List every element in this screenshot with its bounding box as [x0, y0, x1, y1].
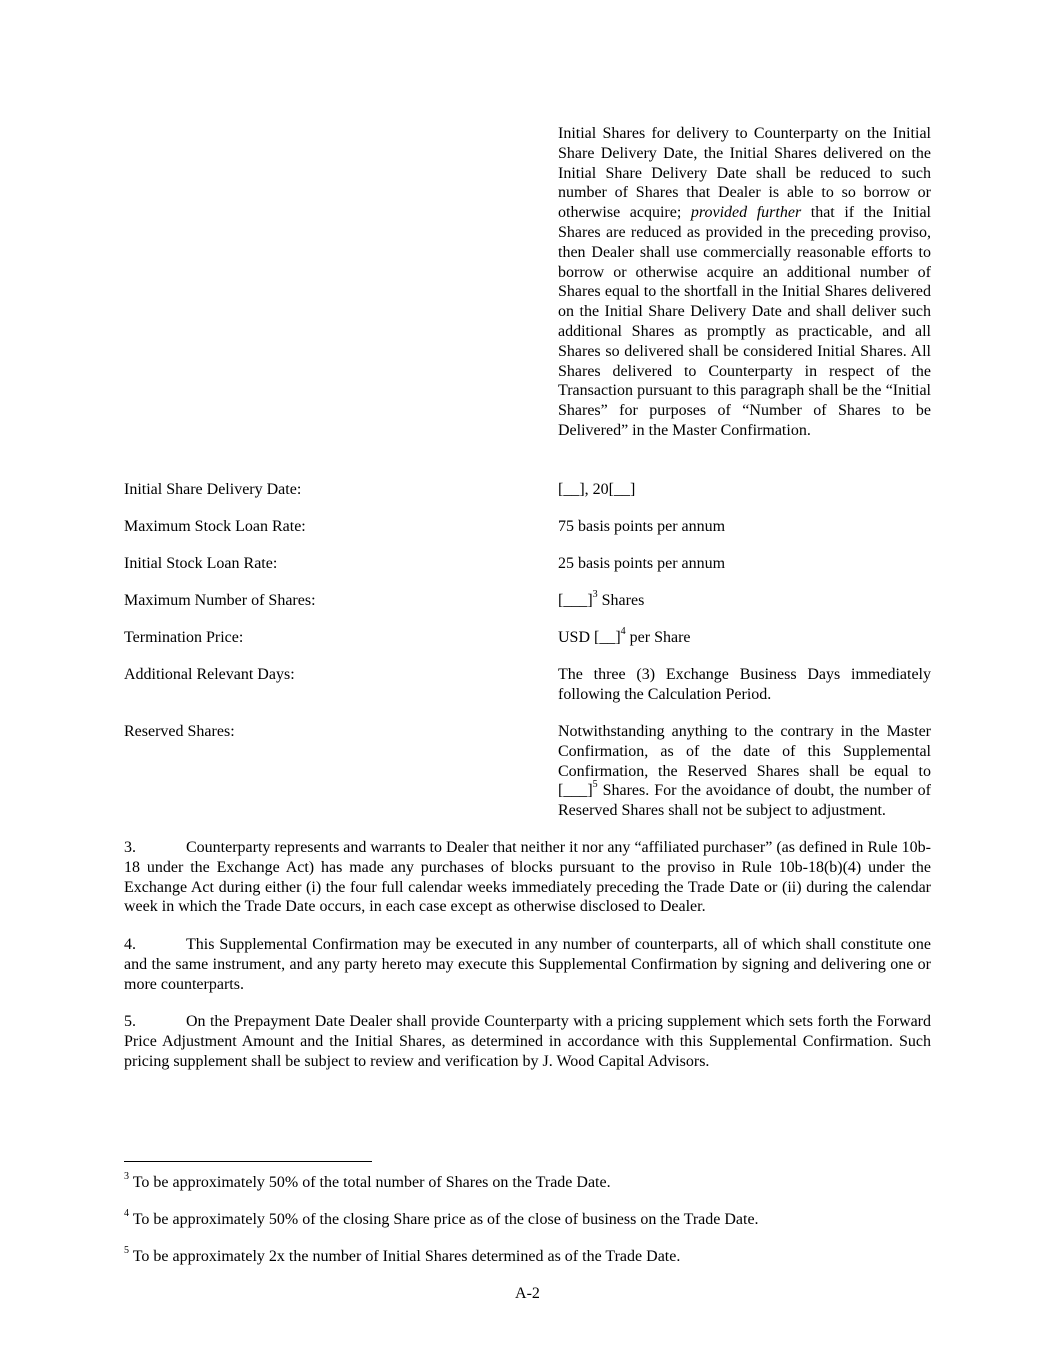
term-value-pre: Notwithstanding anything to the contrary in the Master Confirmation, as of the date of this Supplemental Confirmation, the Reserved Shares shall be equal to [___]	[558, 723, 931, 800]
term-value-pre: [___]	[558, 592, 593, 609]
footnote-text: To be approximately 50% of the closing Share price as of the close of business on the Trade Date.	[132, 1211, 759, 1228]
section-number: 4.	[124, 936, 136, 953]
term-label: Reserved Shares:	[124, 723, 235, 740]
term-label: Maximum Number of Shares:	[124, 592, 316, 609]
section-text: This Supplemental Confirmation may be executed in any number of counterparts, all of which shall constitute one and the same instrument, and any party hereto may execute this Supplemental Confirmation by signing and delivering one or more counterparts.	[124, 936, 931, 993]
term-value-post: per Share	[625, 629, 691, 646]
footnote-marker: 5	[124, 1244, 129, 1256]
term-value: The three (3) Exchange Business Days immediately following the Calculation Period.	[558, 666, 931, 703]
footnote-text: To be approximately 2x the number of Initial Shares determined as of the Trade Date.	[132, 1248, 681, 1265]
term-value: 25 basis points per annum	[558, 555, 726, 572]
term-value	[558, 588, 931, 611]
footnote-3	[124, 1170, 931, 1192]
term-value	[558, 625, 931, 648]
section-text: Counterparty represents and warrants to Dealer that neither it nor any “affiliated purchaser” (as defined in Rule 10b-18 under the Exchange Act) has made any purchases of blocks pursuant to the proviso in Rule 10b-18(b)(4) under the Exchange Act during either (i) the four full calendar weeks immediately preceding the Trade Date or (ii) during the calendar week in which the Trade Date occurs, in each case except as otherwise disclosed to Dealer.	[124, 839, 931, 916]
continuation-italic-text: provided further	[690, 204, 802, 222]
footnote-marker: 3	[124, 1170, 129, 1182]
page-number: A-2	[515, 1285, 540, 1302]
term-value-pre: USD [__]	[558, 629, 621, 646]
section-3	[124, 838, 931, 917]
section-number: 3.	[124, 839, 136, 856]
term-value-post: Shares. For the avoidance of doubt, the number of Reserved Shares shall not be subject to adjustment.	[558, 782, 931, 820]
section-4	[124, 935, 931, 994]
term-value: [__], 20[__]	[558, 481, 636, 498]
footnote-text: To be approximately 50% of the total number of Shares on the Trade Date.	[132, 1174, 611, 1191]
term-value: 75 basis points per annum	[558, 518, 726, 535]
footnote-separator	[124, 1161, 372, 1162]
footnote-4	[124, 1207, 931, 1229]
section-5	[124, 1012, 931, 1071]
continuation-text-2: that if the Initial Shares are reduced as provided in the preceding proviso, then Dealer shall use commercially reasonable efforts to borrow or otherwise acquire an additional number of Shares equal to the shortfall in the Initial Shares delivered on the Initial Share Delivery Date and shall deliver such additional Shares as promptly as practicable, and all Shares so delivered shall be considered Initial Shares. All Shares delivered to Counterparty in respect of the Transaction pursuant to this paragraph shall be the “Initial Shares” for purposes of “Number of Shares to be Delivered” in the Master Confirmation.	[558, 204, 931, 439]
footnote-ref-3[interactable]: 3	[592, 588, 598, 600]
section-text: On the Prepayment Date Dealer shall provide Counterparty with a pricing supplement which sets forth the Forward Price Adjustment Amount and the Initial Shares, as determined in accordance with this Supplemental Confirmation. Such pricing supplement shall be subject to review and verification by J. Wood Capital Advisors.	[124, 1013, 931, 1070]
footnote-ref-4[interactable]: 4	[620, 625, 626, 637]
term-label: Initial Stock Loan Rate:	[124, 555, 278, 572]
term-value-post: Shares	[597, 592, 645, 609]
footnote-marker: 4	[124, 1207, 129, 1219]
term-label: Maximum Stock Loan Rate:	[124, 518, 306, 535]
term-value	[558, 722, 931, 821]
term-label: Initial Share Delivery Date:	[124, 481, 302, 498]
continuation-paragraph	[558, 124, 931, 441]
footnote-ref-5[interactable]: 5	[592, 779, 598, 791]
term-label: Additional Relevant Days:	[124, 666, 295, 683]
continuation-text-1: Initial Shares for delivery to Counterparty on the Initial Share Delivery Date, the Initial Shares delivered on the Initial Share Delivery Date shall be reduced to such number of Shares that Dealer is able to so borrow or otherwise acquire;	[558, 125, 931, 222]
term-label: Termination Price:	[124, 629, 244, 646]
footnote-5	[124, 1244, 931, 1266]
section-number: 5.	[124, 1013, 136, 1030]
